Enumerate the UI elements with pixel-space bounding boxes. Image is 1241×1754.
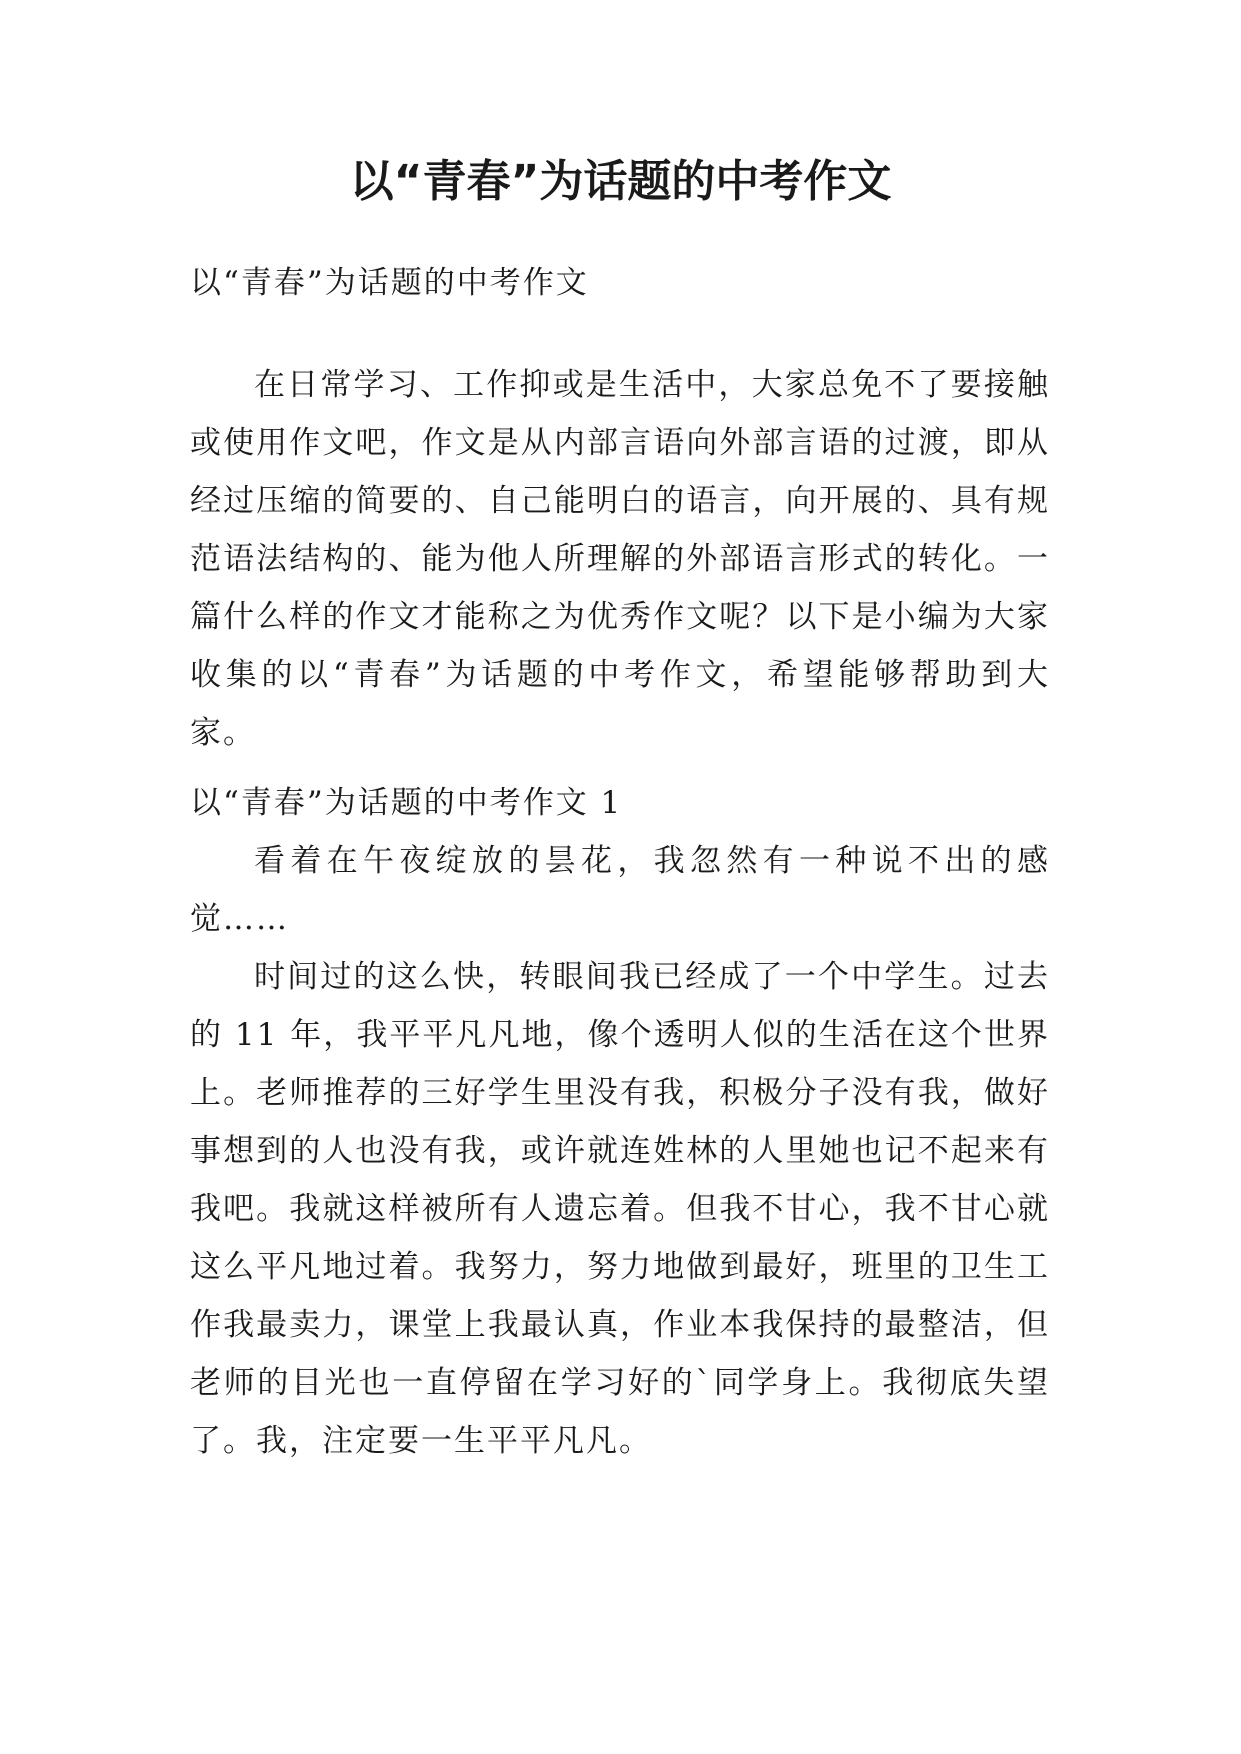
intro-paragraph: 在日常学习、工作抑或是生活中，大家总免不了要接触或使用作文吧，作文是从内部言语向外部言语的过渡，即从经过压缩的简要的、自己能明白的语言，向开展的、具有规范语法结构的、能为他人所理解的外部语言形式的转化。一篇什么样的作文才能称之为优秀作文呢？以下是小编为大家收集的以“青春”为话题的中考作文，希望能够帮助到大家。 xyxy=(190,367,1050,751)
essay-paragraph-1: 看着在午夜绽放的昙花，我忽然有一种说不出的感觉…… xyxy=(190,843,1050,937)
essay-heading: 以“青春”为话题的中考作文 1 xyxy=(190,785,623,821)
essay-paragraph-2: 时间过的这么快，转眼间我已经成了一个中学生。过去的 11 年，我平平凡凡地，像个透明人似的生活在这个世界上。老师推荐的三好学生里没有我，积极分子没有我，做好事想到的人也没有我，或许就连姓林的人里她也记不起来有我吧。我就这样被所有人遗忘着。但我不甘心，我不甘心就这么平凡地过着。我努力，努力地做到最好，班里的卫生工作我最卖力，课堂上我最认真，作业本我保持的最整洁，但老师的目光也一直停留在学习好的`同学身上。我彻底失望了。我，注定要一生平平凡凡。 xyxy=(190,959,1050,1459)
document-subtitle: 以“青春”为话题的中考作文 xyxy=(190,265,589,301)
document-title: 以“青春”为话题的中考作文 xyxy=(349,156,892,207)
